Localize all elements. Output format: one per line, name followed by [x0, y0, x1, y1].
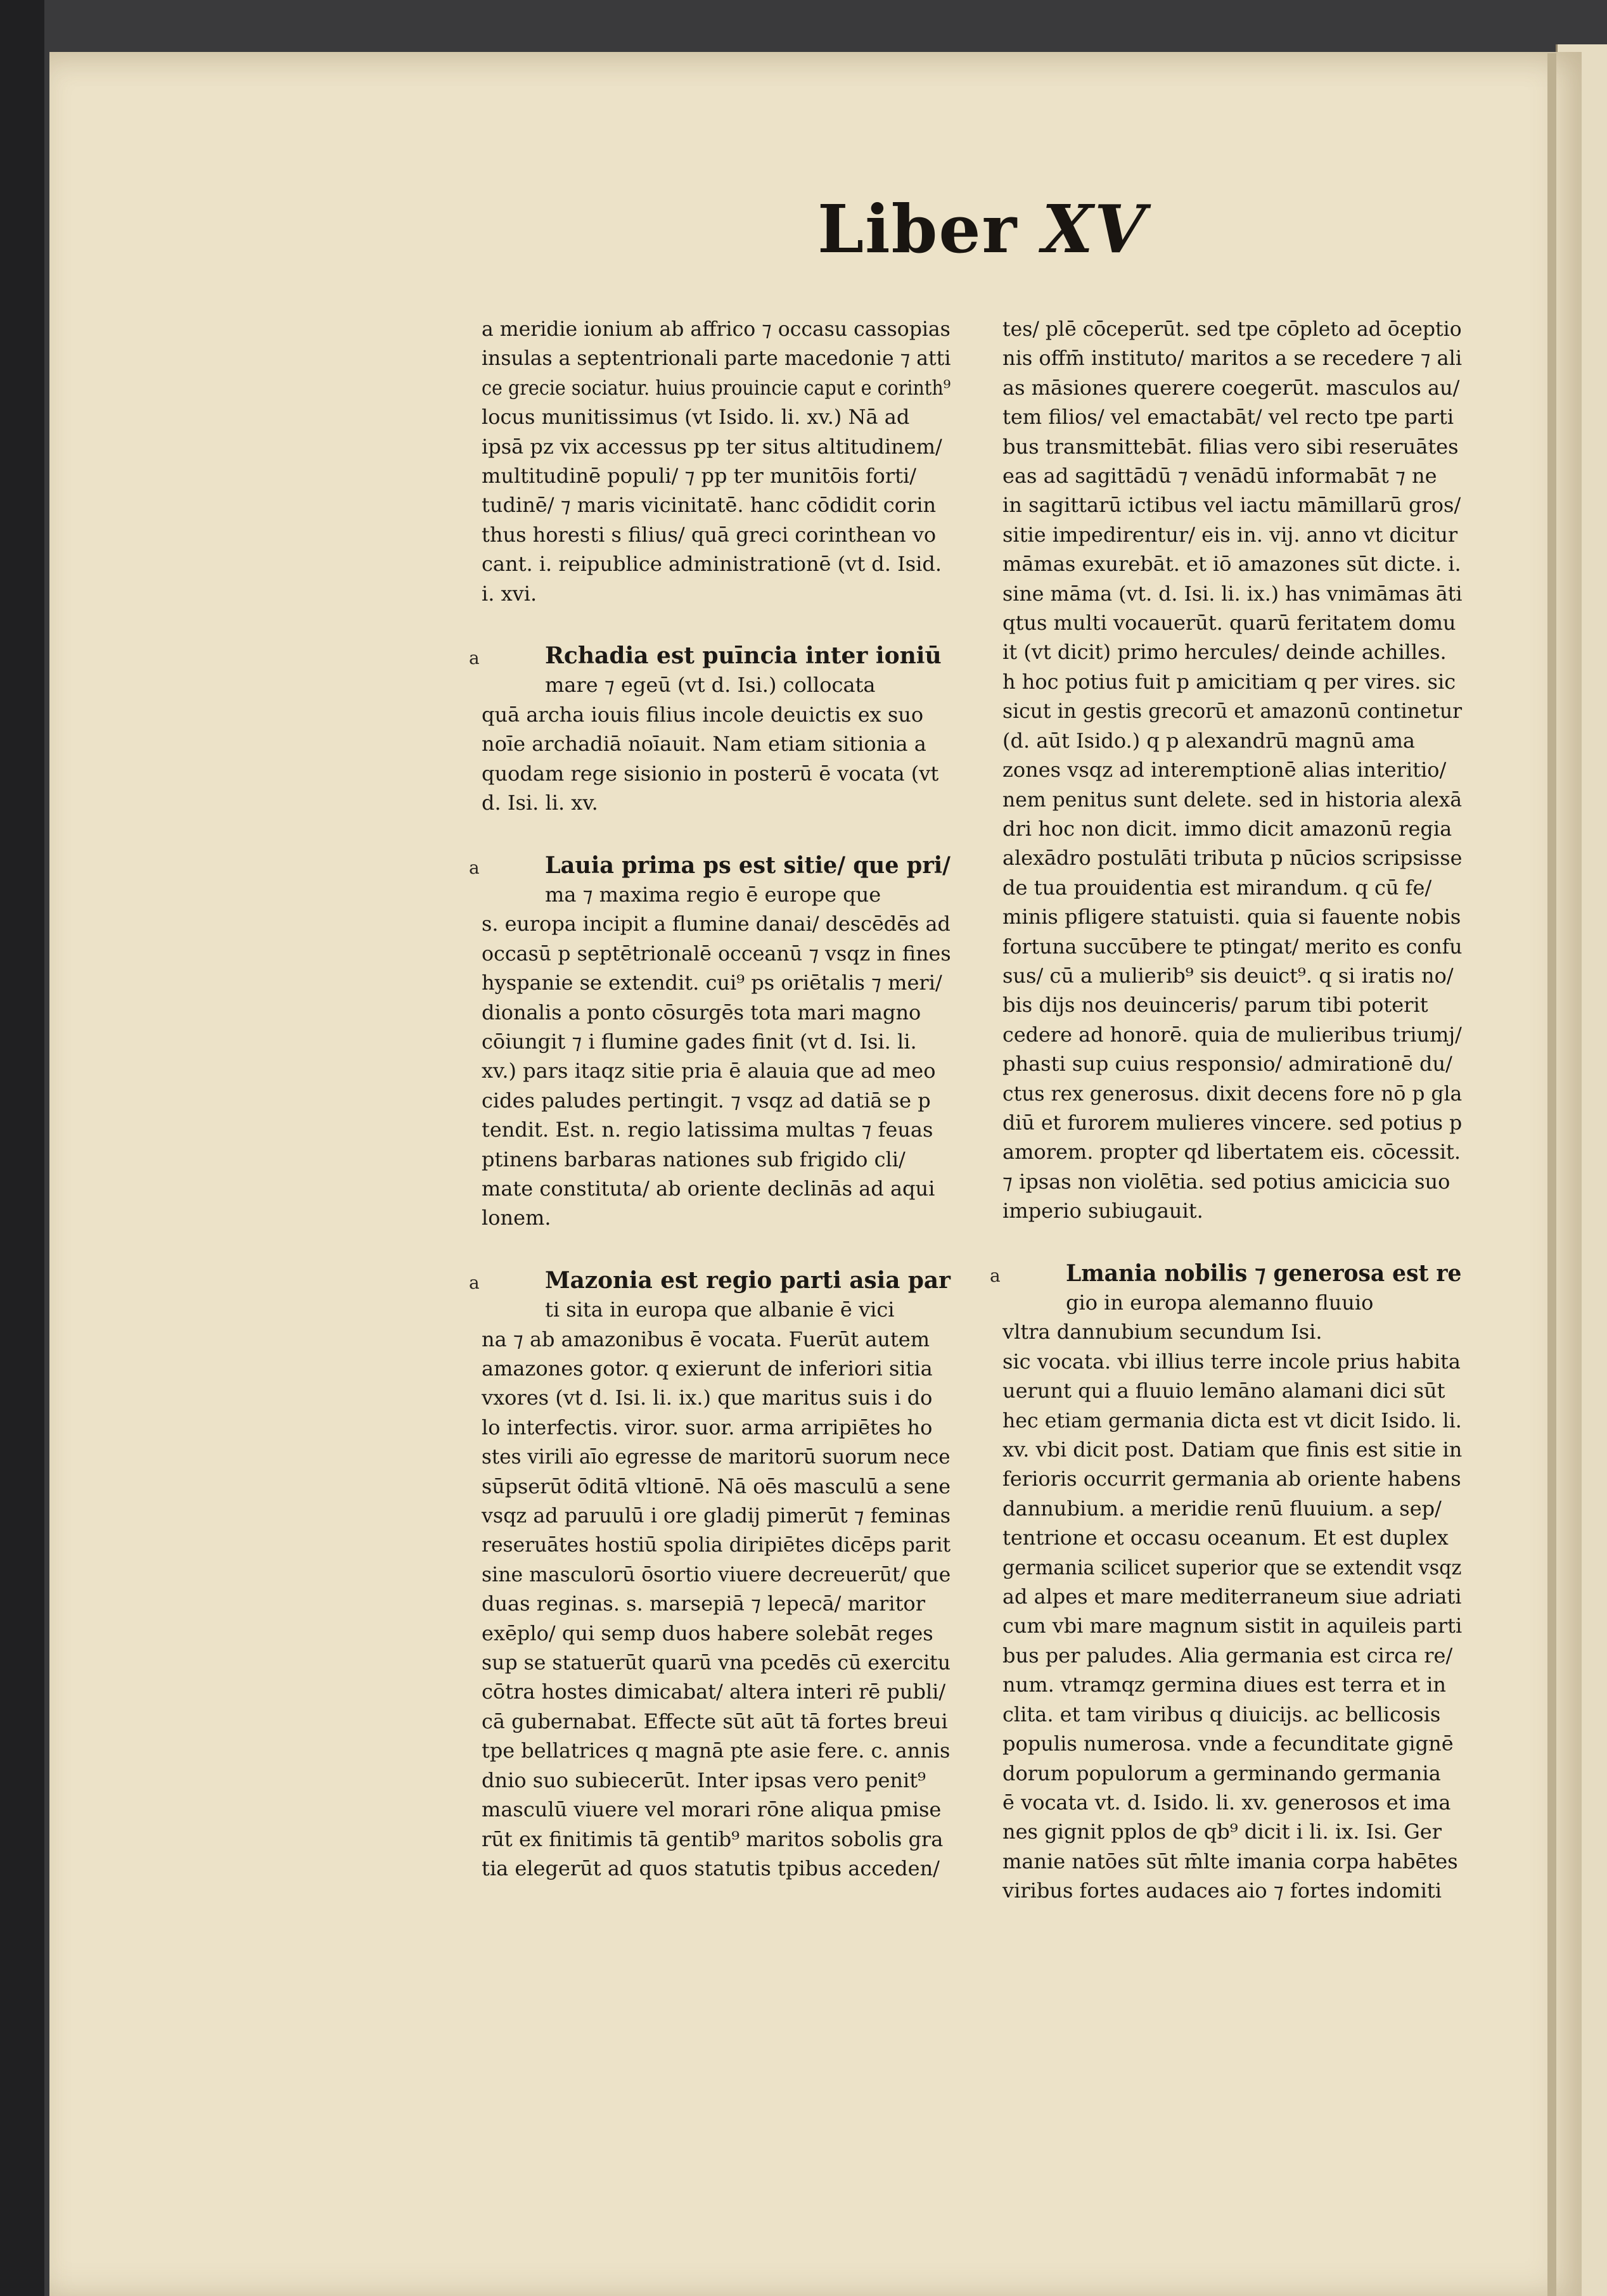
text-line: manie natōes sūt m̄lte imania corpa habētes [1002, 1849, 1458, 1873]
text-line: sine masculorū ōsortio viuere decreuerūt/ que [482, 1562, 951, 1586]
text-line: i. xvi. [482, 581, 537, 606]
text-line: num. vtramqz germina diues est terra et in [1002, 1673, 1446, 1697]
text-line: Mazonia est regio parti asia par [545, 1266, 951, 1294]
text-line: imperio subiugauit. [1002, 1199, 1203, 1223]
text-line: cōiungit ⁊ i flumine gades finit (vt d. Isi. li. [482, 1029, 917, 1054]
paragraph [990, 1259, 1463, 1906]
text-line: insulas a septentrionali parte macedonie ⁊ atti [482, 346, 951, 371]
paragraph [482, 314, 951, 608]
text-line: masculū viuere vel morari rōne aliqua pmise [482, 1797, 942, 1822]
paragraph [469, 641, 951, 817]
text-line: sup se statuerūt quarū vna pcedēs cū exercitu [482, 1650, 951, 1675]
text-line: cum vbi mare magnum sistit in aquileis parti [1002, 1614, 1463, 1638]
text-line: xv.) pars itaqz sitie pria ē alauia que ad meo [482, 1059, 936, 1083]
text-line: (d. aūt Isido.) q p alexandrū magnū ama [1002, 728, 1415, 753]
text-line: a meridie ionium ab affrico ⁊ occasu cassopias [482, 317, 951, 341]
text-line: qtus multi vocauerūt. quarū feritatem domu [1002, 611, 1456, 635]
text-line: hec etiam germania dicta est vt dicit Isido. li. [1002, 1408, 1462, 1432]
text-line: nem penitus sunt delete. sed in historia alexā [1002, 787, 1463, 812]
text-line: tentrione et occasu oceanum. Et est duplex [1002, 1526, 1449, 1550]
paragraph [469, 1266, 951, 1884]
text-line: tpe bellatrices q magnā pte asie fere. c. annis [482, 1738, 951, 1763]
text-line: phasti sup cuius responsio/ admirationē du/ [1002, 1052, 1452, 1076]
text-line: tem filios/ vel emactabāt/ vel recto tpe parti [1002, 405, 1454, 430]
text-line: sitie impedirentur/ eis in. vij. anno vt dicitur [1002, 522, 1458, 547]
text-line: populis numerosa. vnde a fecunditate gignē [1002, 1732, 1454, 1756]
text-line: dannubium. a meridie renū fluuium. a sep/ [1002, 1496, 1442, 1521]
text-line: it (vt dicit) primo hercules/ deinde achilles. [1002, 640, 1447, 665]
text-line: dri hoc non dicit. immo dicit amazonū regia [1002, 816, 1452, 841]
text-line: duas reginas. s. marsepiā ⁊ lepecā/ maritor [482, 1591, 925, 1616]
text-line: bus transmittebāt. filias vero sibi reseruātes [1002, 434, 1459, 459]
text-line: sūpserūt ōditā vltionē. Nā oēs masculū a sene [482, 1474, 951, 1498]
text-line: Lauia prima ps est sitie/ que pri/ [545, 851, 951, 879]
text-line: cides paludes pertingit. ⁊ vsqz ad datiā se p [482, 1088, 931, 1113]
text-line: cōtra hostes dimicabat/ altera interi rē publi/ [482, 1680, 946, 1704]
text-line: stes virili aīo egresse de maritorū suorum nece [482, 1445, 951, 1469]
text-line: bis dijs nos deuinceris/ parum tibi poterit [1002, 993, 1428, 1017]
text-line: d. Isi. li. xv. [482, 791, 598, 815]
page-gutter-edge [1547, 53, 1556, 2296]
text-line: rūt ex finitimis tā gentib⁹ maritos sobolis gra [482, 1827, 944, 1851]
text-line: sus/ cū a mulierib⁹ sis deuict⁹. q si iratis no/ [1002, 963, 1454, 988]
text-line: germania scilicet superior que se extendit vsqz [1002, 1555, 1462, 1579]
text-line: eas ad sagittādū ⁊ venādū informabāt ⁊ ne [1002, 464, 1437, 488]
text-line: reseruātes hostiū spolia diripiētes dicēps parit [482, 1533, 951, 1557]
text-line: lo interfectis. viror. suor. arma arripiētes ho [482, 1415, 933, 1439]
guide-letter: a [469, 1272, 480, 1293]
text-line: ptinens barbaras nationes sub frigido cli/ [482, 1147, 906, 1171]
text-line: dnio suo subiecerūt. Inter ipsas vero penit⁹ [482, 1768, 926, 1792]
text-line: dionalis a ponto cōsurgēs tota mari magno [482, 1000, 921, 1024]
text-line: s. europa incipit a flumine danai/ descēdēs ad [482, 912, 951, 936]
paragraph [1002, 314, 1462, 1226]
text-line: ē vocata vt. d. Isido. li. xv. generosos et ima [1002, 1790, 1451, 1814]
text-line: sine māma (vt. d. Isi. li. ix.) has vnimāmas āti [1002, 581, 1463, 606]
text-line: na ⁊ ab amazonibus ē vocata. Fuerūt autem [482, 1327, 930, 1351]
text-line: xv. vbi dicit post. Datiam que finis est sitie in [1002, 1438, 1463, 1462]
text-line: clita. et tam viribus q diuicijs. ac bellicosis [1002, 1702, 1441, 1726]
header-book-number: XV [1042, 190, 1147, 268]
text-line: locus munitissimus (vt Isido. li. xv.) Nā ad [482, 405, 910, 430]
text-line: Rchadia est puīncia inter ioniū [545, 642, 942, 670]
text-line: ctus rex generosus. dixit decens fore nō p gla [1002, 1081, 1463, 1106]
scan-background [0, 0, 44, 2296]
text-line: nis offm̄ instituto/ maritos a se recedere ⁊ ali [1002, 346, 1463, 371]
guide-letter: a [990, 1265, 1001, 1286]
text-line: vxores (vt d. Isi. li. ix.) que maritus suis i do [482, 1386, 933, 1410]
text-line: vltra dannubium secundum Isi. [1002, 1320, 1322, 1344]
text-line: noīe archadiā noīauit. Nam etiam sitionia a [482, 732, 926, 756]
text-line: mate constituta/ ab oriente declinās ad aqui [482, 1176, 935, 1201]
text-line: gio in europa alemanno fluuio [1066, 1291, 1374, 1315]
text-line: thus horesti s filius/ quā greci corinthean vo [482, 522, 937, 547]
text-line: ⁊ ipsas non violētia. sed potius amicicia suo [1002, 1169, 1450, 1194]
text-line: Lmania nobilis ⁊ generosa est re [1066, 1260, 1462, 1287]
text-line: fortuna succūbere te ptingat/ merito es confu [1002, 934, 1463, 959]
text-line: in sagittarū ictibus vel iactu māmillarū gros/ [1002, 493, 1461, 518]
right-text-column [990, 314, 1463, 1906]
text-line: de tua prouidentia est mirandum. q cū fe/ [1002, 875, 1432, 900]
text-line: nes gignit pplos de qb⁹ dicit i li. ix. Isi. Ger [1002, 1820, 1442, 1844]
text-line: māmas exurebāt. et iō amazones sūt dicte. i. [1002, 552, 1461, 577]
text-line: zones vsqz ad interemptionē alias interitio/ [1002, 758, 1447, 782]
text-line: minis pfligere statuisti. quia si fauente nobis [1002, 905, 1461, 929]
text-line: cedere ad honorē. quia de mulieribus triumj/ [1002, 1022, 1462, 1047]
text-line: tudinē/ ⁊ maris vicinitatē. hanc cōdidit corin [482, 493, 937, 518]
text-line: multitudinē populi/ ⁊ pp ter munitōis forti/ [482, 464, 916, 488]
text-line: tes/ plē cōceperūt. sed tpe cōpleto ad ōceptio [1002, 317, 1462, 341]
text-line: dorum populorum a germinando germania [1002, 1761, 1441, 1785]
text-line: alexādro postulāti tributa p nūcios scripsisse [1002, 846, 1463, 871]
text-line: cā gubernabat. Effecte sūt aūt tā fortes breui [482, 1709, 948, 1733]
text-line: amorem. propter qd libertatem eis. cōcessit. [1002, 1140, 1461, 1164]
text-line: h hoc potius fuit p amicitiam q per vires. sic [1002, 669, 1456, 694]
text-line: diū et furorem mulieres vincere. sed potius p [1002, 1110, 1463, 1135]
text-line: ti sita in europa que albanie ē vici [545, 1298, 895, 1322]
running-header [817, 190, 1147, 268]
text-line: vsqz ad paruulū i ore gladij pimerūt ⁊ feminas [482, 1503, 951, 1528]
text-line: occasū p septētrionalē occeanū ⁊ vsqz in fines [482, 941, 951, 966]
text-line: ad alpes et mare mediterraneum siue adriati [1002, 1585, 1462, 1609]
text-line: hyspanie se extendit. cui⁹ ps oriētalis ⁊ meri/ [482, 971, 942, 995]
text-line: ce grecie sociatur. huius prouincie caput e corinth⁹ [482, 375, 951, 400]
text-line: lonem. [482, 1206, 551, 1230]
text-line: viribus fortes audaces aio ⁊ fortes indomiti [1002, 1878, 1442, 1903]
header-title: Liber [817, 190, 1018, 268]
text-line: cant. i. reipublice administrationē (vt d. Isid. [482, 552, 942, 577]
guide-letter: a [469, 857, 480, 878]
text-line: as māsiones querere coegerūt. masculos au/ [1002, 375, 1460, 400]
text-line: tendit. Est. n. regio latissima multas ⁊ feuas [482, 1118, 933, 1142]
paragraph [469, 851, 951, 1233]
text-line: sicut in gestis grecorū et amazonū continetur [1002, 699, 1463, 724]
text-line: ferioris occurrit germania ab oriente habens [1002, 1467, 1461, 1491]
text-line: uerunt qui a fluuio lemāno alamani dici sūt [1002, 1379, 1445, 1403]
text-line: ipsā pz vix accessus pp ter situs altitudinem/ [482, 434, 942, 459]
text-line: amazones gotor. q exierunt de inferiori sitia [482, 1356, 933, 1381]
text-line: bus per paludes. Alia germania est circa re/ [1002, 1643, 1453, 1668]
text-line: quodam rege sisionio in posterū ē vocata (vt [482, 761, 939, 786]
text-line: tia elegerūt ad quos statutis tpibus acceden/ [482, 1856, 940, 1880]
text-line: sic vocata. vbi illius terre incole prius habita [1002, 1349, 1461, 1374]
left-text-column [469, 314, 951, 1883]
guide-letter: a [469, 647, 480, 669]
text-line: quā archa iouis filius incole deuictis ex suo [482, 702, 924, 727]
text-line: ma ⁊ maxima regio ē europe que [545, 882, 881, 907]
text-line: mare ⁊ egeū (vt d. Isi.) collocata [545, 673, 876, 698]
text-line: exēplo/ qui semp duos habere solebāt reges [482, 1621, 933, 1645]
